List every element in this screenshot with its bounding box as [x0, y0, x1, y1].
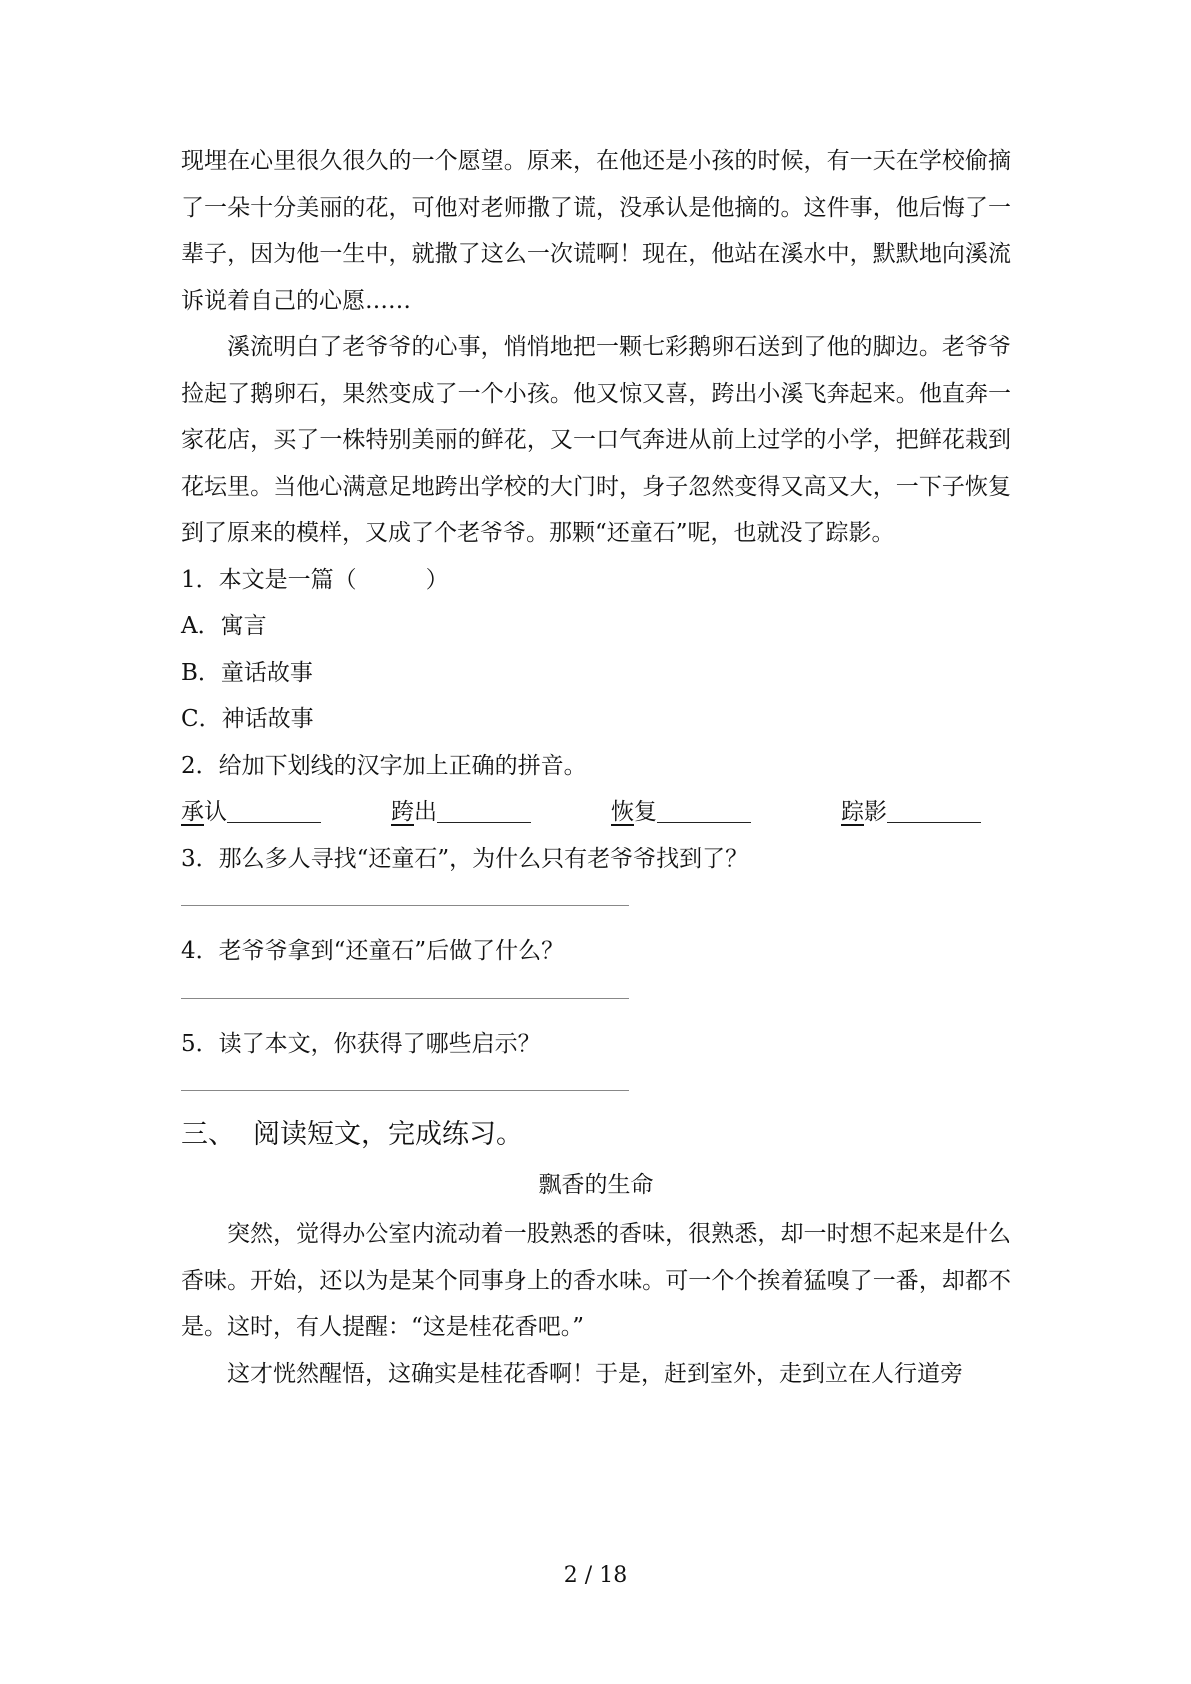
page-content — [181, 138, 1011, 1397]
question-5-stem: 5．读了本文，你获得了哪些启示？ — [181, 1030, 541, 1057]
underlined-char: 恢 — [611, 799, 634, 825]
question-4-stem: 4．老爷爷拿到“还童石”后做了什么？ — [181, 938, 565, 964]
answer-line[interactable] — [181, 904, 629, 906]
question-1-option-a: A．寓言 — [181, 613, 267, 639]
story-paragraph: 突然，觉得办公室内流动着一股熟悉的香味，很熟悉，却一时想不起来是什么香味。开始，还以为是某个同事身上的香水味。可一个个挨着猛嗅了一番，却都不是。这时，有人提醒：“这是桂花香吧。” — [181, 1221, 1011, 1340]
underlined-char: 跨 — [391, 799, 414, 825]
story-paragraph: 溪流明白了老爷爷的心事，悄悄地把一颗七彩鹅卵石送到了他的脚边。老爷爷捡起了鹅卵石，果然变成了一个小孩。他又惊又喜，跨出小溪飞奔起来。他直奔一家花店，买了一株特别美丽的鲜花，又一口气奔进从前上过学的小学，把鲜花栽到花坛里。当他心满意足地跨出学校的大门时，身子忽然变得又高又大，一下子恢复到了原来的模样，又成了个老爷爷。那颗“还童石”呢，也就没了踪影。 — [181, 334, 1011, 546]
answer-line[interactable] — [181, 997, 629, 999]
question-2-stem: 2．给加下划线的汉字加上正确的拼音。 — [181, 752, 587, 779]
word-rest: 复 — [634, 799, 657, 825]
section-number: 三、 — [181, 1119, 235, 1150]
page-number: 2 / 18 — [563, 1563, 628, 1588]
answer-line[interactable] — [181, 1089, 629, 1091]
pinyin-word — [611, 789, 751, 836]
pinyin-word — [181, 789, 321, 836]
question-1-stem: 1．本文是一篇（ ） — [181, 566, 449, 593]
pinyin-word — [391, 789, 531, 836]
word-rest: 出 — [414, 799, 437, 825]
question-1-option-b: B．童话故事 — [181, 659, 313, 686]
question-3-stem: 3．那么多人寻找“还童石”，为什么只有老爷爷找到了？ — [181, 845, 749, 872]
section-title: 阅读短文，完成练习。 — [253, 1119, 523, 1150]
underlined-char: 踪 — [841, 799, 864, 825]
word-rest: 影 — [864, 799, 887, 825]
pinyin-word — [841, 789, 981, 836]
story-title: 飘香的生命 — [538, 1172, 654, 1198]
pinyin-answer-row — [181, 789, 1011, 836]
story-paragraph: 这才恍然醒悟，这确实是桂花香啊！于是，赶到室外，走到立在人行道旁 — [227, 1360, 963, 1387]
word-rest: 认 — [204, 799, 227, 825]
section-heading — [181, 1115, 1011, 1155]
question-1-option-c: C．神话故事 — [181, 706, 314, 732]
pinyin-blank[interactable] — [887, 821, 981, 823]
pinyin-blank[interactable] — [437, 821, 531, 823]
pinyin-blank[interactable] — [227, 821, 321, 823]
pinyin-blank[interactable] — [657, 821, 751, 823]
underlined-char: 承 — [181, 799, 204, 825]
story-paragraph: 现埋在心里很久很久的一个愿望。原来，在他还是小孩的时候，有一天在学校偷摘了一朵十分美丽的花，可他对老师撒了谎，没承认是他摘的。这件事，他后悔了一辈子，因为他一生中，就撒了这么一次谎啊！现在，他站在溪水中，默默地向溪流诉说着自己的心愿…… — [181, 148, 1011, 314]
